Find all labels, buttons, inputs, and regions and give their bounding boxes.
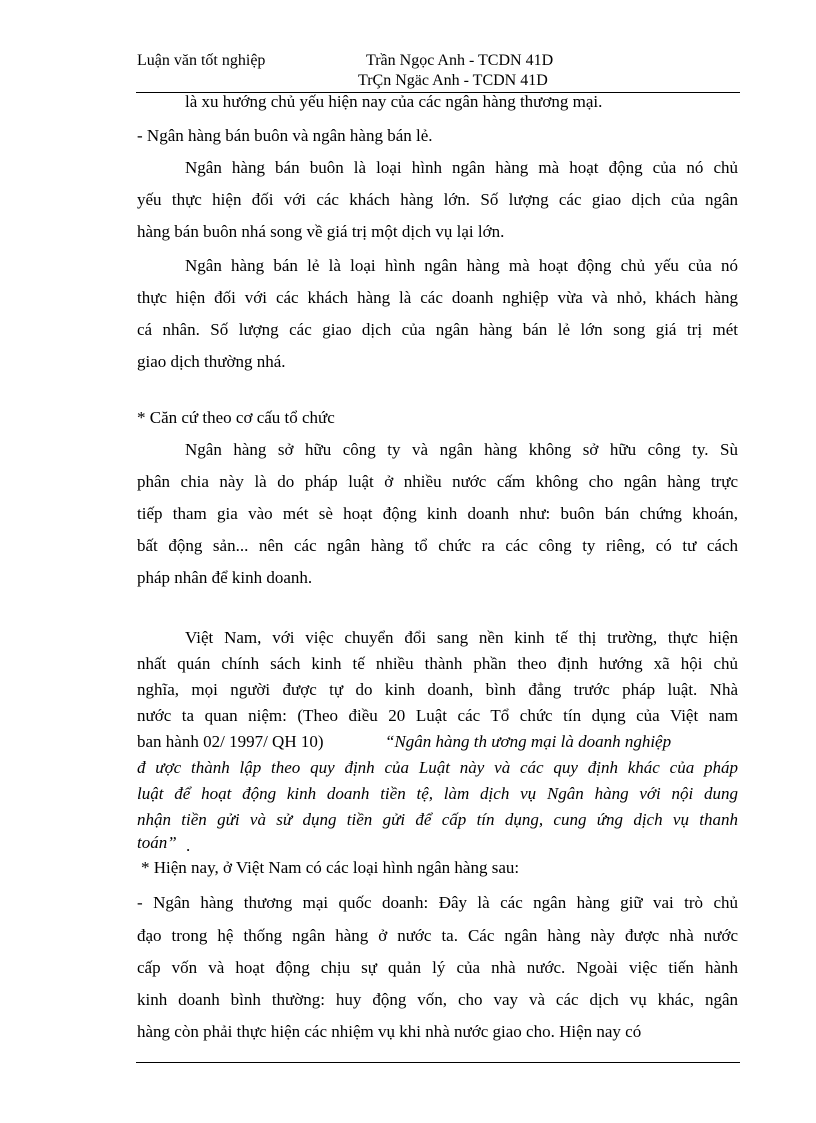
text-line: hàng bán buôn nhá song về giá trị một dịch vụ lại lớn. xyxy=(137,222,505,241)
quote-line: luật để hoạt động kinh doanh tiền tệ, làm dịch vụ Ngân hàng với nội dung xyxy=(137,784,738,803)
text-line: Ngân hàng bán buôn là loại hình ngân hàng mà hoạt động của nó chủ xyxy=(185,158,738,177)
text-line: ban hành 02/ 1997/ QH 10) xyxy=(137,732,324,751)
text-line: nghĩa, mọi người được tự do kinh doanh, bình đẳng trước pháp luật. Nhà xyxy=(137,680,738,699)
text-line: đạo trong hệ thống ngân hàng ở nước ta. Các ngân hàng này được nhà nước xyxy=(137,926,738,945)
text-line: yếu thực hiện đối với các khách hàng lớn. Số lượng các giao dịch của ngân xyxy=(137,190,738,209)
quote-line: “Ngân hàng th ương mại là doanh nghiệp xyxy=(385,732,672,751)
text-line: Ngân hàng bán lẻ là loại hình ngân hàng mà hoạt động chủ yếu của nó xyxy=(185,256,738,275)
quote-line: nhận tiền gửi và sử dụng tiền gửi để cấp tín dụng, cung ứng dịch vụ thanh xyxy=(137,810,738,829)
text-line: - Ngân hàng thương mại quốc doanh: Đây là các ngân hàng giữ vai trò chủ xyxy=(137,893,738,912)
text-line: nhất quán chính sách kinh tế nhiều thành phần theo định hướng xã hội chủ xyxy=(137,654,738,673)
quote-end-period: . xyxy=(186,836,191,855)
quote-line: toán” xyxy=(137,833,177,852)
text-line: cấp vốn và hoạt động chịu sự quản lý của nhà nước. Ngoài việc tiến hành xyxy=(137,958,738,977)
text-line: hàng còn phải thực hiện các nhiệm vụ khi nhà nước giao cho. Hiện nay có xyxy=(137,1022,642,1041)
text-line: Việt Nam, với việc chuyển đổi sang nền kinh tế thị trường, thực hiện xyxy=(185,628,738,647)
header-left: Luận văn tốt nghiệp xyxy=(137,52,266,69)
text-line: tiếp tham gia vào mét sè hoạt động kinh doanh như: buôn bán chứng khoán, xyxy=(137,504,738,523)
text-line: nước ta quan niệm: (Theo điều 20 Luật các Tổ chức tín dụng của Việt nam xyxy=(137,706,738,725)
text-line: bất động sản... nên các ngân hàng tổ chức ra các công ty riêng, có tư cách xyxy=(137,536,738,555)
text-line: là xu hướng chủ yếu hiện nay của các ngân hàng thương mại. xyxy=(185,92,603,111)
text-line: phân chia này là do pháp luật ở nhiều nước cấm không cho ngân hàng trực xyxy=(137,472,738,491)
text-line: kinh doanh bình thường: huy động vốn, cho vay và các dịch vụ khác, ngân xyxy=(137,990,738,1009)
section-heading: * Căn cứ theo cơ cấu tổ chức xyxy=(137,408,335,427)
text-line: giao dịch thường nhá. xyxy=(137,352,286,371)
text-line: cá nhân. Số lượng các giao dịch của ngân hàng bán lẻ lớn song giá trị mét xyxy=(137,320,738,339)
text-line: * Hiện nay, ở Việt Nam có các loại hình ngân hàng sau: xyxy=(141,858,520,877)
text-line: thực hiện đối với các khách hàng là các doanh nghiệp vừa và nhỏ, khách hàng xyxy=(137,288,738,307)
header-author-garbled: TrÇn Ngäc Anh - TCDN 41D xyxy=(358,72,548,89)
text-line: pháp nhân để kinh doanh. xyxy=(137,568,313,587)
quote-line: đ ược thành lập theo quy định của Luật này và các quy định khác của pháp xyxy=(137,758,738,777)
header-author: Trần Ngọc Anh - TCDN 41D xyxy=(366,52,554,69)
text-line: - Ngân hàng bán buôn và ngân hàng bán lẻ. xyxy=(137,126,433,145)
text-line: Ngân hàng sở hữu công ty và ngân hàng không sở hữu công ty. Sù xyxy=(185,440,738,459)
footer-rule xyxy=(136,1062,740,1063)
